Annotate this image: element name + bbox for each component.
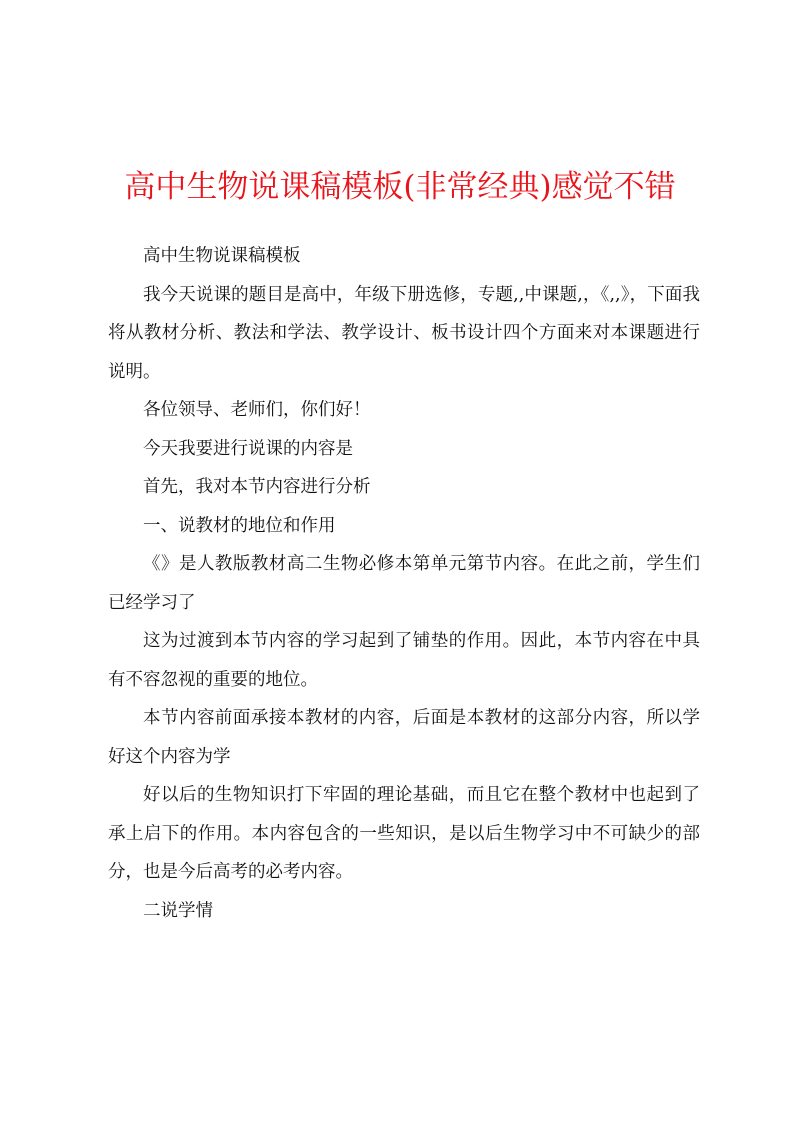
paragraph-analysis-start: 首先，我对本节内容进行分析 bbox=[143, 477, 371, 497]
document-body bbox=[108, 237, 700, 930]
document-title: 高中生物说课稿模板(非常经典)感觉不错 bbox=[124, 169, 676, 205]
paragraph-connection: 本节内容前面承接本教材的内容，后面是本教材的这部分内容，所以学好这个内容为学 bbox=[108, 708, 700, 767]
paragraph-intro: 我今天说课的题目是高中，年级下册选修，专题,,中课题,，《,,》，下面我将从教材分析、教法和学法、教学设计、板书设计四个方面来对本课题进行说明。 bbox=[108, 284, 700, 382]
paragraph-transition: 这为过渡到本节内容的学习起到了铺垫的作用。因此，本节内容在中具有不容忽视的重要的地位。 bbox=[108, 631, 700, 690]
paragraph-foundation: 好以后的生物知识打下牢固的理论基础，而且它在整个教材中也起到了承上启下的作用。本内容包含的一些知识，是以后生物学习中不可缺少的部分，也是今后高考的必考内容。 bbox=[108, 785, 700, 882]
paragraph-textbook-position: 《》是人教版教材高二生物必修本第单元第节内容。在此之前，学生们已经学习了 bbox=[108, 554, 700, 613]
paragraph-greeting: 各位领导、老师们，你们好！ bbox=[143, 400, 371, 420]
paragraph-heading: 高中生物说课稿模板 bbox=[143, 246, 301, 266]
section-heading-textbook-role: 一、说教材的地位和作用 bbox=[143, 515, 336, 536]
section-heading-student-situation: 二说学情 bbox=[143, 900, 213, 921]
paragraph-content-today: 今天我要进行说课的内容是 bbox=[143, 438, 353, 459]
